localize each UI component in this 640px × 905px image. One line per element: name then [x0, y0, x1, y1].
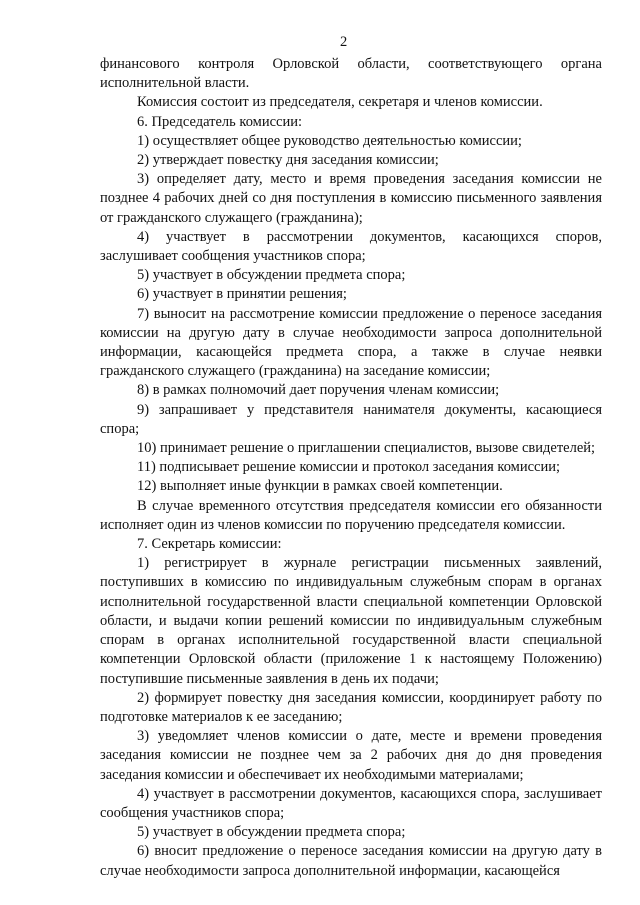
section-heading-secretary: 7. Секретарь комиссии: [137, 536, 282, 553]
chairman-duty-9: 9) запрашивает у представителя нанимателя документы, касающиеся спора; [100, 401, 602, 437]
paragraph-chairman-absence: В случае временного отсутствия председателя комиссии его обязанности исполняет один из членов комиссии по поручению председателя комиссии. [100, 497, 602, 533]
paragraph-commission-composition: Комиссия состоит из председателя, секретаря и членов комиссии. [137, 94, 543, 111]
section-heading-chairman: 6. Председатель комиссии: [137, 113, 303, 130]
chairman-duty-3: 3) определяет дату, место и время проведения заседания комиссии не позднее 4 рабочих дней со дня поступления в комиссию письменного заявления от гражданского служащего (гражданина); [100, 171, 602, 226]
secretary-duty-5: 5) участвует в обсуждении предмета спора; [137, 824, 406, 841]
chairman-duty-5: 5) участвует в обсуждении предмета спора; [137, 267, 406, 284]
chairman-duty-1: 1) осуществляет общее руководство деятельностью комиссии; [137, 132, 522, 149]
chairman-duty-10: 10) принимает решение о приглашении специалистов, вызове свидетелей; [137, 440, 596, 457]
secretary-duty-1: 1) регистрирует в журнале регистрации письменных заявлений, поступивших в комиссию по индивидуальным служебным спорам в органах исполнительной государственной власти специальной компетенции Орловской области, и выдачи копии решений комиссии по индивидуальным служебным спорам в органах исполнительной государственной власти специальной компетенции Орловской области (приложение 1 к настоящему Положению) поступившие письменные заявления в день их подачи; [100, 555, 602, 687]
chairman-duty-7: 7) выносит на рассмотрение комиссии предложение о переносе заседания комиссии на другую дату в случае необходимости запроса дополнительной информации, касающейся предмета спора, а также в случае неявки гражданского служащего (гражданина) на заседание комиссии; [100, 305, 602, 380]
chairman-duty-8: 8) в рамках полномочий дает поручения членам комиссии; [137, 382, 500, 399]
secretary-duty-4: 4) участвует в рассмотрении документов, касающихся спора, заслушивает сообщения участников спора; [100, 785, 602, 821]
chairman-duty-11: 11) подписывает решение комиссии и протокол заседания комиссии; [137, 459, 561, 476]
paragraph-continuation: финансового контроля Орловской области, соответствующего органа исполнительной власти. [100, 56, 602, 92]
chairman-duty-4: 4) участвует в рассмотрении документов, касающихся споров, заслушивает сообщения участников спора; [100, 228, 602, 265]
chairman-duty-12: 12) выполняет иные функции в рамках своей компетенции. [137, 478, 503, 495]
document-body [100, 55, 602, 881]
secretary-duty-2: 2) формирует повестку дня заседания комиссии, координирует работу по подготовке материалов к ее заседанию; [100, 689, 602, 725]
secretary-duty-6: 6) вносит предложение о переносе заседания комиссии на другую дату в случае необходимости запроса дополнительной информации, касающейся [100, 843, 602, 879]
chairman-duty-2: 2) утверждает повестку дня заседания комиссии; [137, 152, 439, 169]
page-number: 2 [340, 34, 348, 50]
secretary-duty-3: 3) уведомляет членов комиссии о дате, месте и времени проведения заседания комиссии не позднее чем за 2 рабочих дня до дня проведения заседания комиссии и обеспечивает их необходимыми материалами; [100, 728, 602, 783]
chairman-duty-6: 6) участвует в принятии решения; [137, 286, 347, 303]
